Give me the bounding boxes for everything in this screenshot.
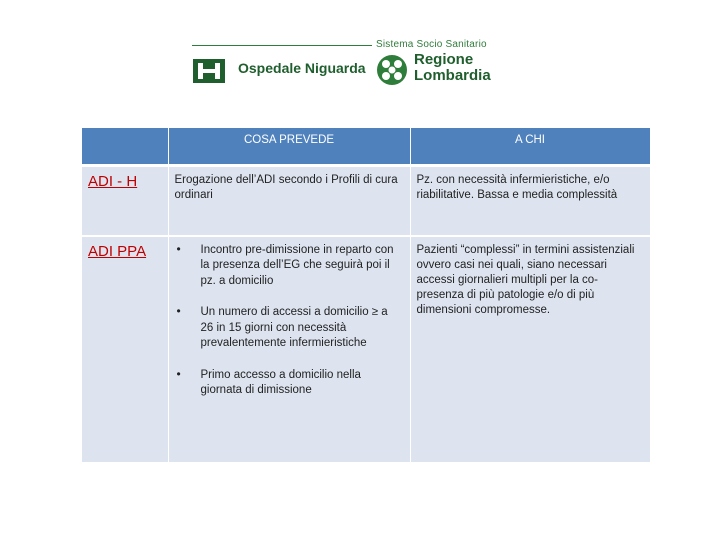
list-item: • Incontro pre-dimissione in reparto con la presenza dell’EG che seguirà poi il pz. a domicilio [201, 243, 404, 290]
region-line1: Regione [414, 51, 474, 68]
list-item: • Un numero di accessi a domicilio ≥ a 26 in 15 giorni con necessità prevalentemente infermieristiche [201, 305, 404, 352]
system-label: Sistema Socio Sanitario [376, 39, 487, 50]
row-label: ADI PPA [88, 242, 147, 260]
header-logos [190, 40, 510, 96]
niguarda-logo-icon [192, 58, 226, 84]
row-label-cell [82, 166, 168, 236]
table-row [82, 166, 650, 236]
row-label: ADI - H [88, 173, 138, 191]
table-row [82, 236, 650, 462]
header-rule [192, 45, 372, 46]
services-table [82, 128, 651, 462]
who-cell: Pz. con necessità infermieristiche, e/o riabilitative. Bassa e media complessità [410, 166, 650, 236]
lombardia-rose-icon [376, 54, 408, 86]
list-item: • Primo accesso a domicilio nella giornata di dimissione [201, 368, 404, 399]
region-line2: Lombardia [414, 67, 491, 84]
table-header-row [82, 128, 650, 166]
who-cell: Pazienti “complessi” in termini assistenziali ovvero casi nei quali, siano necessari accessi giornalieri multipli per la co-presenza di più patologie e/o di più dimensioni compromesse. [410, 236, 650, 462]
region-name [414, 52, 491, 84]
hospital-name: Ospedale Niguarda [238, 60, 366, 76]
header-cell-empty [82, 128, 168, 166]
row-label-cell [82, 236, 168, 462]
what-list [175, 243, 404, 399]
header-cell-what: COSA PREVEDE [168, 128, 410, 166]
header-cell-who: A CHI [410, 128, 650, 166]
what-cell [168, 236, 410, 462]
what-cell: Erogazione dell’ADI secondo i Profili di cura ordinari [168, 166, 410, 236]
